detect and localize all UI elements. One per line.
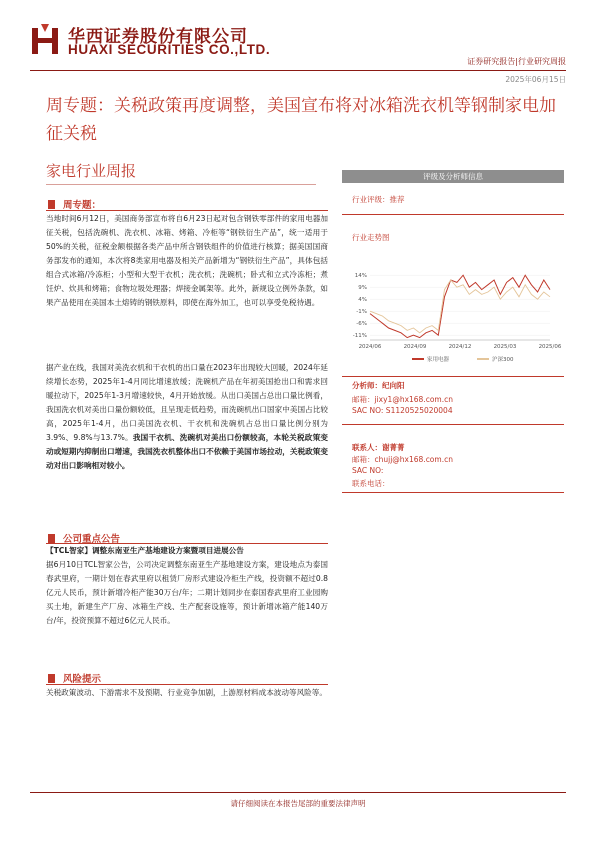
y-tick-label: -6% bbox=[356, 321, 367, 328]
document-type: 证券研究报告|行业研究周报 bbox=[467, 57, 566, 66]
trend-chart-label: 行业走势图 bbox=[352, 233, 390, 242]
section-rule bbox=[46, 684, 328, 685]
subtitle-rule bbox=[46, 184, 316, 185]
section-marker-icon bbox=[48, 200, 55, 209]
sidebar-title: 评级及分析师信息 bbox=[342, 170, 564, 183]
industry-rating: 行业评级：推荐 bbox=[352, 195, 405, 204]
company-name-cn: 华西证券股份有限公司 bbox=[68, 27, 248, 47]
analyst-name: 分析师：纪向阳 bbox=[352, 381, 405, 390]
section-rule bbox=[46, 210, 328, 211]
footer-disclaimer: 请仔细阅读在本报告尾部的重要法律声明 bbox=[230, 799, 366, 808]
report-subtitle: 家电行业周报 bbox=[46, 162, 137, 180]
series-line-home-appliance bbox=[370, 275, 550, 337]
section-heading-text: 公司重点公告 bbox=[63, 534, 121, 545]
paragraph-2-text: 据产业在线，我国对美洗衣机和干衣机的出口量在2023年出现较大回暖，2024年延续增长态势，2025年1-4月同比增速放缓；洗碗机产品在年初美国抢出口和需求回暖拉动下，2025年1-3月增速较快，4月开始放缓。从出口美国占总出口量比例看，我国洗衣机对美出口量份额较低，且呈现走低趋势，而洗碗机出口国家中美国占比较高，2025年1-4月，出口美国洗衣机、干衣机和洗碗机占总出口量比例分别为3.9%、9.8%与13.7%。 bbox=[46, 363, 328, 442]
analyst-email: 邮箱：jixy1@hx168.com.cn bbox=[352, 395, 453, 404]
x-tick-label: 2024/06 bbox=[358, 344, 382, 350]
sidebar-rule bbox=[342, 214, 564, 215]
weekly-topic-paragraph-2 bbox=[46, 361, 328, 473]
y-tick-label: 4% bbox=[358, 297, 367, 304]
series-line-csi300 bbox=[370, 280, 550, 333]
contact-name: 联系人：谢菁菁 bbox=[352, 443, 405, 452]
x-tick-label: 2025/03 bbox=[493, 344, 517, 350]
x-tick-label: 2024/09 bbox=[403, 344, 427, 350]
legend-label: 家用电器 bbox=[427, 357, 450, 363]
x-tick-label: 2025/06 bbox=[538, 344, 562, 350]
section-heading-text: 风险提示 bbox=[63, 674, 102, 685]
x-tick-label: 2024/12 bbox=[448, 344, 472, 350]
legend-label: 沪深300 bbox=[492, 357, 514, 363]
section-heading-risk bbox=[46, 671, 101, 685]
company-name-en: HUAXI SECURITIES CO.,LTD. bbox=[68, 42, 271, 57]
announcement-body: 据6月10日TCL智家公告，公司决定调整东南亚生产基地建设方案，建设地点为泰国春武里府，一期计划在春武里府以租赁厂房形式建设冷柜生产线，投资额不超过0.8亿元人民币，预计新增冷柜产能30万台/年；二期计划同步在泰国春武里府工业园购买土地，新建生产厂房、冰箱生产线、生产配套设施等，预计新增冰箱产能140万台/年，投资预算不超过6亿元人民币。 bbox=[46, 560, 328, 625]
sidebar-rule bbox=[342, 376, 564, 377]
contact-email: 邮箱：chujj@hx168.com.cn bbox=[352, 455, 453, 464]
analyst-sac: SAC NO: S1120525020004 bbox=[352, 406, 453, 415]
risk-body: 关税政策波动、下游需求不及预期、行业竞争加剧，上游原材料成本波动等风险等。 bbox=[46, 688, 327, 697]
report-date: 2025年06月15日 bbox=[505, 75, 566, 84]
header-rule bbox=[30, 70, 566, 71]
report-title: 周专题：关税政策再度调整，美国宣布将对冰箱洗衣机等钢制家电加征关税 bbox=[46, 96, 556, 144]
y-tick-label: 14% bbox=[354, 273, 367, 280]
y-tick-label: -11% bbox=[352, 333, 367, 340]
sidebar-rule bbox=[342, 492, 564, 493]
section-heading-text: 周专题： bbox=[63, 200, 102, 211]
section-heading-weekly-topic bbox=[46, 197, 101, 211]
contact-phone: 联系电话： bbox=[352, 479, 390, 488]
contact-sac: SAC NO: bbox=[352, 466, 384, 475]
paragraph-2-conclusion: 我国干衣机、洗碗机对美出口份额较高，本轮关税政策变动或短期内抑制出口增速，我国洗衣机整体出口不依赖于美国市场拉动，关税政策变动对出口影响相对较小。 bbox=[46, 433, 328, 470]
sidebar-rule bbox=[342, 424, 564, 425]
industry-trend-chart bbox=[342, 260, 564, 370]
section-marker-icon bbox=[48, 674, 55, 683]
announcement-title: 【TCL智家】调整东南亚生产基地建设方案暨项目进展公告 bbox=[46, 546, 244, 555]
y-tick-label: 9% bbox=[358, 285, 367, 292]
section-marker-icon bbox=[48, 534, 55, 543]
huaxi-logo-icon bbox=[30, 22, 60, 56]
y-tick-label: -1% bbox=[356, 309, 367, 316]
footer-rule bbox=[30, 792, 566, 793]
weekly-topic-paragraph-1: 当地时间6月12日，美国商务部宣布将自6月23日起对包含钢铁零部件的家用电器加征关税，包括洗碗机、洗衣机、冰箱、烤箱、冷柜等“钢铁衍生产品”，统一适用于50%的关税，征税金额根据各类产品中所含钢铁组件的价值进行核算；据美国国商务部发布的通知，本次将8类家用电器及相关产品新增为“钢铁衍生产品”，具体包括组合式冰箱/冷冻柜；小型和大型干衣机；洗衣机；洗碗机；卧式和立式冷冻柜；煮饪炉、炊具和烤箱；食物垃圾处理器；焊接金属架等。此外，新规设立例外条款，如果产品使用在美国本土熔铸的钢铁原料，即使在海外加工，也可以享受免税待遇。 bbox=[46, 214, 328, 307]
